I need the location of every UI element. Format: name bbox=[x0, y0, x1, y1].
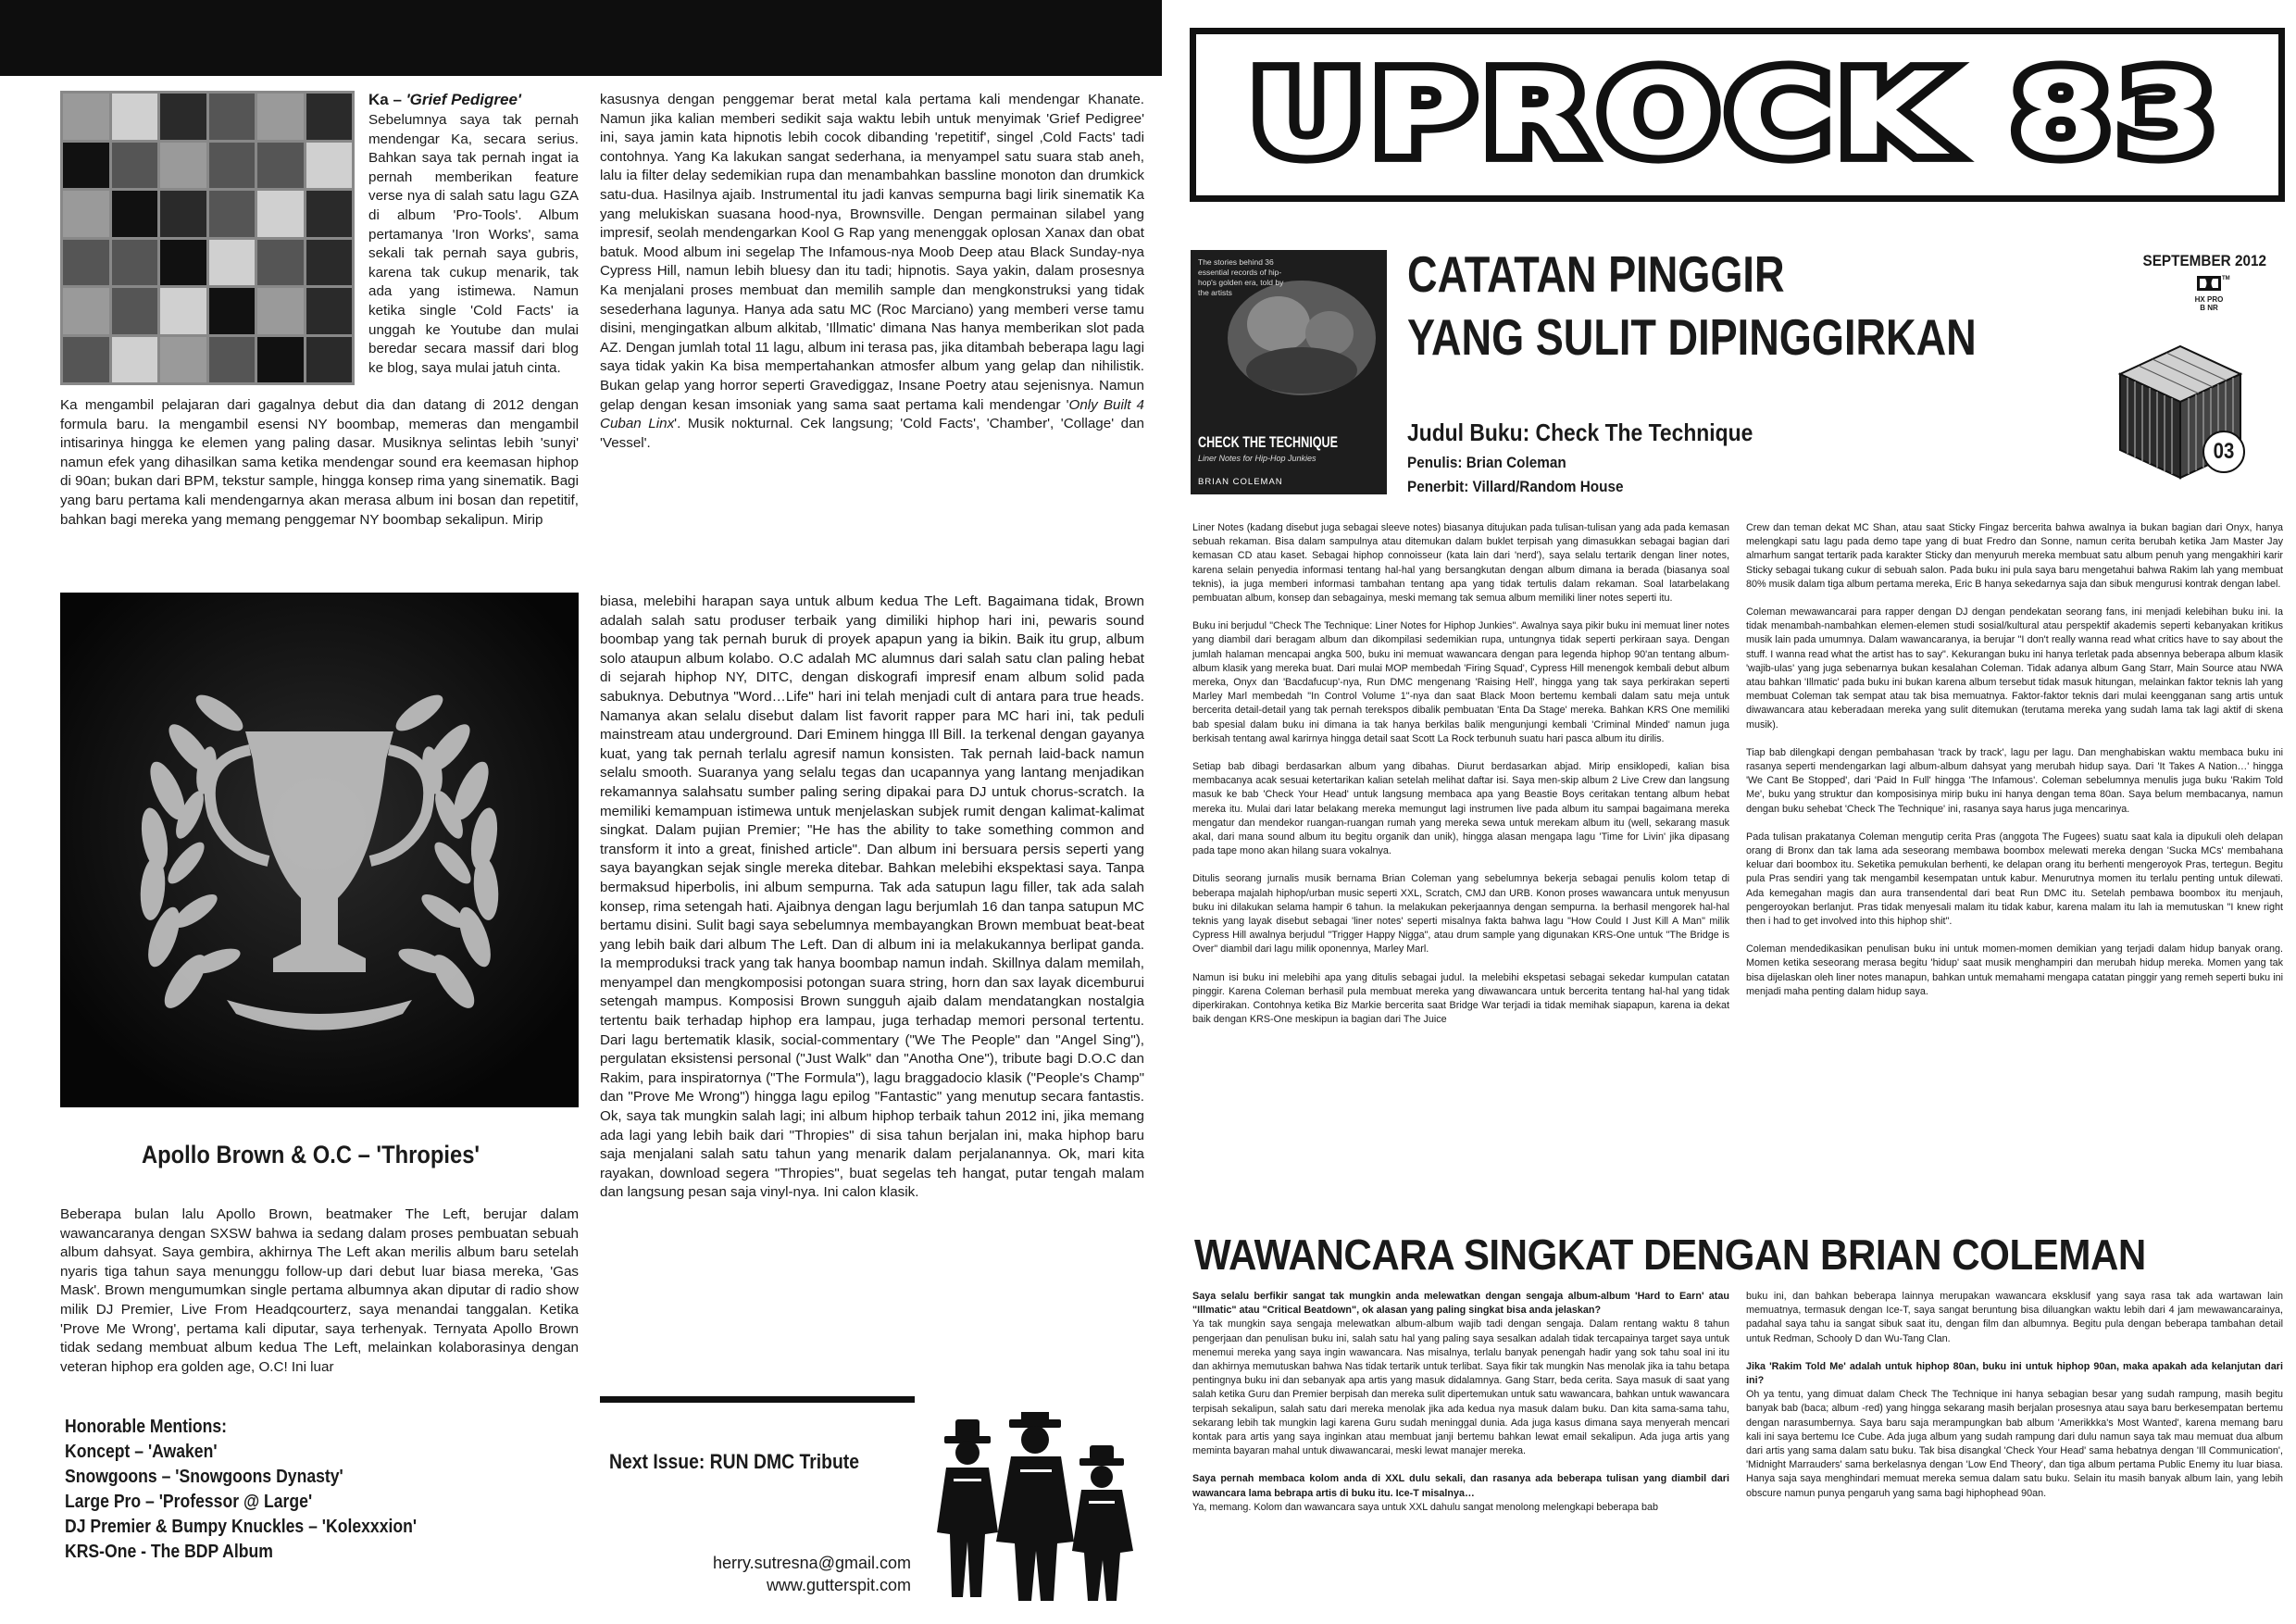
ka-review-title: Ka – 'Grief Pedigree' bbox=[368, 91, 521, 108]
top-black-bar bbox=[0, 0, 1162, 76]
honorable-item: Koncept – 'Awaken' bbox=[65, 1442, 218, 1462]
article-headline: CATATAN PINGGIR YANG SULIT DIPINGGIRKAN bbox=[1407, 245, 1977, 366]
book-cover-image bbox=[1191, 250, 1387, 494]
book-author: Penulis: Brian Coleman bbox=[1407, 454, 1566, 471]
run-dmc-silhouette-icon bbox=[926, 1412, 1143, 1602]
honorable-item: DJ Premier & Bumpy Knuckles – 'Kolexxxion' bbox=[65, 1517, 418, 1537]
issue-number: 03 bbox=[2213, 439, 2235, 464]
website-link[interactable]: www.gutterspit.com bbox=[766, 1576, 911, 1594]
book-cover-title: CHECK THE TECHNIQUE bbox=[1198, 433, 1338, 451]
honorable-item: Snowgoons – 'Snowgoons Dynasty' bbox=[65, 1467, 343, 1487]
interview-column-2: buku ini, dan bahkan beberapa lainnya merupakan wawancara eksklusif yang saya rasa tak ada wartawan lain memuatnya, termasuk dengan Ice-T, saya sangat beruntung bisa diluangkan waktu lebih dari 4 jam mewawancarainya, padahal saya tahu ia sangat sibuk saat itu, dengan film dan albumnya. Begitu pula dengan beberapa tambahan detail untuk Redman, Schooly D dan Wu-Tang Clan. Jika 'Rakim Told Me' adalah untuk hiphop 80an, buku ini untuk hiphop 90an, maka apakah ada kelanjutan dari ini? Oh ya tentu, yang dimuat dalam Check The Technique ini hanya sebagian besar yang sudah rampung, masih begitu banyak bab (baca; album -red) yang hingga sekarang masih berjalan prosesnya atau saya baru berkesempatan bertemu dengan narasumbernya. Saya baru saja merampungkan bab album 'Amerikkka's Most Wanted', karena memang baru kali ini saya bertemu Ice Cube. Ada juga album yang sudah rampung dari dulu namun saya tak mau memuat dua album dari artis yang sama dalam satu buku. Tak bisa disangkal 'Check Your Head' sama hebatnya dengan 'Ill Communication', 'Midnight Marrauders' sama berkelasnya dengan 'Low End Theory', dan tiga album pertama Public Enemy itu luar biasa. Hanya saja saya menghindari memuat mereka semua dalam satu buku. Selain itu masih banyak album lain, yang lebih obscure namun punya pengaruh yang sama bagi hiphophead 90an. bbox=[1746, 1291, 2283, 1499]
article-column-1: Liner Notes (kadang disebut juga sebagai sleeve notes) biasanya ditujukan pada tulisan-tulisan yang ada pada kemasan sebuah rekaman. Bisa dalam sampulnya atau ditemukan dalam buklet terpisah yang dimasukkan sebagai bagian dari kemasan CD atau kaset. Sebagai hiphop connoisseur (kata lain dari 'nerd'), saya selalu tertarik dengan liner notes, karena selain penyedia informasi tentang hal-hal yang bersangkutan dengan album dimana ia berada (biasanya soal teknis), ia juga memberi informasi tambahan tentang apa yang tidak tertulis dalam rekaman. Soal latarbelakang pembuatan album, konsep dan sebagainya, meski memang tak semua album memiliki liner notes seperti itu. Buku ini berjudul "Check The Technique: Liner Notes for Hiphop Junkies". Awalnya saya pikir buku ini memuat liner notes yang diambil dari beragam album dan dikompilasi sedemikian rupa, untungnya tidak seperti perkiraan saya. Dengan jumlah halaman mencapai angka 500, buku ini memuat wawancara dengan para legenda hiphop 90'an tentang album-album klasik yang mereka buat. Dari mulai MOP membedah 'Firing Squad', Cypress Hill menengok kembali debut album mereka, Onyx dan 'Bacdafucup'-nya, Run DMC mengenang 'Raising Hell', hingga yang tak saya perkirakan seperti Marley Marl membedah "In Control Volume 1"-nya dan saat Black Moon bertemu kembali dalam satu meja untuk bercerita detail-detail yang tak pernah terekspos dibalik pembuatan 'Enta Da Stage' mereka. Bahkan KRS One memiliki bab spesial dalam buku ini dimana ia tak hanya berkilas balik mengunjungi kembali 'Criminal Minded' namun juga berkisah tentang awal karirnya hingga detail saat Scott La Rock terbunuh suatu hari pasca album itu dirilis. Setiap bab dibagi berdasarkan album yang dibahas. Diurut berdasarkan abjad. Mirip ensiklopedi, kalian bisa membacanya acak sesuai ketertarikan kalian setelah melihat daftar isi. Saya men-skip album 2 Live Crew dan langsung masuk ke bab 'Check Your Head' untuk langsung membaca apa yang Beastie Boys ceritakan tentang album hebat mereka itu. Mulai dari latar belakang mereka memungut lagi instrumen live pada album itu sampai bagaimana mereka mengatur dan mendekor ruangan-ruangan rumah yang mereka sewa untuk merekam album itu (well, sekarang masuk akal, dari mana sound album itu begitu organik dan unik), hingga alasan mengapa lagu 'Time for Livin' jika dipasang pada tape mono akan hilang suara vokalnya. Ditulis seorang jurnalis musik bernama Brian Coleman yang sebelumnya bekerja sebagai penulis kolom tetap di beberapa majalah hiphop/urban music seperti XXL, Scratch, CMJ dan URB. Konon proses wawancara untuk menyusun buku ini dilakukan selama hampir 6 tahun. Ia melakukan pekerjaannya dengan sempurna. Ia berhasil mengorek hal-hal teknis yang layak disebut sebagai 'liner notes' seperti misalnya fakta bahwa lagu "How Could I Just Kill A Man" milik Cypress Hill awalnya berjudul "Trigger Happy Nigga", atau drum sample yang digunakan KRS-One untuk "The Bridge is Over" diambil dari lagu milik oponennya, Marley Marl. Namun isi buku ini melebihi apa yang ditulis sebagai judul. Ia melebihi ekspetasi sebagai sekedar kumpulan catatan pinggir. Karena Coleman berhasil pula membuat mereka yang diwawancara untuk bercerita tentang hal-hal yang tidak diperkirakan. Contohnya ketika Biz Markie bercerita saat Bridge War terjadi ia tidak memihak siapapun, karena ia dekat baik dengan KRS-One meskipun ia bagian dari The Juice bbox=[1192, 522, 1729, 1026]
ka-right-column: kasusnya dengan penggemar berat metal kala pertama kali mendengar Khanate. Namun jika kalian memberi sedikit saja waktu lebih untuk menyimak 'Grief Pedigree' ini, saya jamin kata hipnotis lebih cocok dibanding 'repetitif', singel ‚Cold Facts' tadi contohnya. Yang Ka lakukan sangat sederhana, ia menyampel satu suara stab aneh, lalu ia filter delay sedemikian rupa dan menambahkan bassline monoton dan drumkick satu-dua. Hasilnya ajaib. Instrumental itu jadi kanvas sempurna bagi lirik sinematik Ka yang melukiskan suasana hood-nya, Brownsville. Dengan permainan silabel yang impresif, seolah mendengarkan Kool G Rap yang menenggak oplosan Xanax dan obat batuk. Mood album ini segelap The Infamous-nya Moob Deep atau Black Sunday-nya Cypress Hill, namun lebih bluesy dan itu tadi; hipnotis. Saya yakin, dalam prosesnya Ka menjalani proses membuat dan memilih sample dan mengkonstruksi yang tidak sesederhana lagunya. Hanya ada satu MC (Roc Marciano) yang memberi verse tamu disini, mengingatkan album alkitab, 'Illmatic' dimana Nas hanya memberikan slot pada AZ. Dengan jumlah total 11 lagu, album ini terasa pas, jika ditambah beberapa lagu lagi saya tidak yakin Ka bisa mempertahankan atmosfer album yang gelap dan nihilistik. Bukan gelap yang horror seperti Gravediggaz, Insane Poetry atau sejenisnya. Namun gelap dengan kesan imsoniak yang sama saat pertama kali mendengar 'Only Built 4 Cuban Linx'. Musik nokturnal. Cek langsung; 'Cold Facts', 'Chamber', 'Collage' dan 'Vessel'. bbox=[600, 92, 1144, 451]
thropies-album-cover bbox=[60, 593, 579, 1107]
book-title: Judul Buku: Check The Technique bbox=[1407, 418, 1753, 446]
apollo-left-column: Beberapa bulan lalu Apollo Brown, beatmaker The Left, berujar dalam wawancaranya dengan SXSW bahwa ia sedang dalam proses pembuatan sebuah album dahsyat. Saya gembira, akhirnya The Left akan merilis album baru setelah nyaris tiga tahun saya menunggu follow-up dari debut luar biasa mereka, 'Gas Mask'. Brown mengumumkan single pertama albumnya akan diputar di radio show milik DJ Premier, Live From Headqcourterz, saya menandai tanggalan. Ketika 'Prove Me Wrong', pertama kali diputar, saya terhenyak. Ternyata Apollo Brown tidak sedang membuat album kedua The Left, melainkan kolaborasinya dengan veteran hiphop era golden age, O.C! Ini luar bbox=[60, 1206, 579, 1375]
honorable-item: KRS-One - The BDP Album bbox=[65, 1542, 273, 1562]
uprock-logo: UPROCK 83 bbox=[1250, 48, 2225, 181]
apollo-right-column: biasa, melebihi harapan saya untuk album kedua The Left. Bagaimana tidak, Brown adalah salah satu produser terbaik yang dimiliki hiphop hari ini, pewaris sound boombap yang tak pernah buruk di proyek apapun yang ia bikin. Baik itu grup, album solo ataupun album kolabo. O.C adalah MC alumnus dari salah satu clan paling hebat di sejarah hiphop NY, DITC, dengan diskografi impresif enam album solid pada sabuknya. Debutnya "Word…Life" hari ini telah menjadi cult di antara para true heads. Namanya akan selalu disebut dalam list favorit rapper para MC hari ini, tak peduli mainstream atau underground. Dari Eminem hingga Ill Bill. Ia terkenal dengan gayanya kuat, yang tak pernah terlalu agresif namun konsisten. Tak pernah laid-back namun selalu smooth. Suaranya yang selalu tegas dan ucapannya yang lantang menjadikan rekamannya salahsatu sumber paling sering dipakai para DJ untuk chorus-scratch. Ia memiliki kemampuan istimewa untuk menjelaskan subjek rumit dengan kalimat-kalimat singkat. Dalam pujian Premier; "He has the ability to take something common and transform it into a great, finished article". Dan album ini bersuara persis seperti yang saya bayangkan sejak single mereka ditebar. Bahkan melebihi ekspektasi saya. Tanpa bermaksud hiperbolis, ini album sempurna. Tak ada satupun lagu filler, tak ada salah konsep, rima setengah hati. Ajaibnya dengan lagu berjumlah 16 dan tanpa satupun MC bertamu disini. Sulit bagi saya sebelumnya membayangkan Brown membuat beat-beat yang lebih baik dari album The Left. Dan di album ini ia melakukannya berlipat ganda. Ia memproduksi track yang tak hanya boombap namun indah. Skillnya dalam memilah, menyampel dan mengkomposisi potongan suara string, horn dan sax layak dicemburui setengah mampus. Komposisi Brown sungguh ajaib dalam mendatangkan nostalgia tertentu baik terhadap hiphop era lampau, juga terhadap memori personal tertentu. Dari lagu bertematik klasik, social-commentary ("We The People" dan "Angel Sing"), pergulatan eksistensi personal ("Just Walk" dan "Anotha One"), tribute bagi D.O.C dan Rakim, para inspiratornya ("The Formula"), lagu braggadocio klasik ("People's Champ" dan "Prove Me Wrong") hingga lagu epilog "Fantastic" yang menutup secara fantastis. Ok, saya tak mungkin salah lagi; ini album hiphop terbaik tahun 2012 ini, jika memang ada lagi yang lebih baik dari "Thropies" di sisa tahun berjalan ini, maka hiphop baru saja menjalani salah satu tahun yang menarik dalam perjalanannya. Ok, mari kita rayakan, download segera "Thropies", buat segelas teh hangat, putar tengah malam dan langsung pesan saja vinyl-nya. Ini calon klasik. bbox=[600, 593, 1144, 1201]
ka-wide-column: Ka mengambil pelajaran dari gagalnya debut dia dan datang di 2012 dengan formula baru. Ia mengambil esensi NY boombap, memeras dan mengambil intisarinya hingga ke elemen yang paling dasar. Musiknya selintas lebih 'sunyi' namun efek yang dihasilkan sama ketika mendengar sound era keemasan hiphop di 90an; bukan dari BPM, tekstur sample, hingga konsep rima yang sinematik. Bagi yang baru pertama kali mendengarnya akan merasa album ini bosan dan repetitif, bahkan bagi mereka yang memang penggemar NY boombap sekalipun. Mirip bbox=[60, 397, 579, 528]
section-divider bbox=[600, 1396, 915, 1403]
book-blurb: The stories behind 36 essential records of hip-hop's golden era, told by the artists bbox=[1198, 257, 1284, 297]
email-link[interactable]: herry.sutresna@gmail.com bbox=[712, 1554, 911, 1572]
interview-title: WAWANCARA SINGKAT DENGAN BRIAN COLEMAN bbox=[1194, 1230, 2146, 1279]
record-crate-cube-icon bbox=[2111, 343, 2250, 481]
article-column-2: Crew dan teman dekat MC Shan, atau saat Sticky Fingaz bercerita bahwa awalnya ia bukan bagian dari Onyx, hanya melengkapi satu lagu pada demo tape yang di buat Fredro dan Sonne, namun cerita berubah ketika Jam Master Jay almarhum sangat tertarik pada karakter Sticky dan menyuruh mereka membuat satu album penuh yang mengakhiri karir Sticky sebagai tukang cukur di sebuah salon. Pada buku ini pula saya baru mengetahui bahwa Rakim lah yang membuat 80% musik dalam tiga album pertama mereka, Eric B hanya sekedarnya saja dan sibuk mengurusi kontrak dengan label. Coleman mewawancarai para rapper dengan DJ dengan pendekatan seorang fans, ini menjadi kelebihan buku ini. Ia tidak menambah-nambahkan elemen-elemen studi sosial/kultural atau perspektif akademis seperti kebanyakan kritikus musik lain pada umumnya. Dalam wawancaranya, ia berujar "I don't really wanna read what critics have to say about the stuff. I wanna read what the artist has to say". Kekurangan buku ini hanya terletak pada absennya beberapa album klasik 'wajib-ulas' yang juga sebenarnya bukan kesalahan Coleman. Tidak adanya album Gang Starr, Main Source atau NWA atau bahkan 'Illmatic' pada buku ini bukan karena album tersebut tidak masuk hitungan, melainkan faktor teknis lah yang membuat Coleman tak sempat atau tak bisa memuatnya. Faktor-faktor teknis dari mulai keengganan sang artis untuk diwawancara atau keberadaan mereka yang sulit ditemukan (terutama mereka yang sudah lama tak lagi aktif di skena musik). Tiap bab dilengkapi dengan pembahasan 'track by track', lagu per lagu. Dan menghabiskan waktu membaca buku ini rasanya seperti mendengarkan lagi album-album dahsyat yang merubah hidup saya. Dari 'It Takes A Nation…' hingga 'We Cant Be Stopped', dari 'Paid In Full' hingga 'The Infamous'. Coleman sebelumnya menulis juga buku 'Rakim Told Me', buku yang struktur dan komposisinya mirip buku ini hanya dengan tema 80an. Saya belum membacanya, namun dengan buku sehebat 'Check The Technique' ini, rasanya saya harus juga mencarinya. Pada tulisan prakatanya Coleman mengutip cerita Pras (anggota The Fugees) suatu saat kala ia dipukuli oleh delapan orang di Bronx dan tak lama ada seseorang membawa boombox melewati mereka dengan 'Sucka MCs' membahana keluar dari boombox itu. Seketika pemukulan berhenti, ke delapan orang itu berhenti mengeroyok Pras, tertegun. Begitu pula Pras sendiri yang tak mengambil kesempatan untuk kabur. Menurutnya momen itu terlalu penting untuk dilewati. Ada kemegahan magis dan aura transendental dari beat Run DMC itu. Setelah pembawa boombox itu menjauh, pengeroyokan berlanjut. Pras tidak menyesali malam itu tidak kabur, karena malam itu lah ia memutuskan "I knew right then i had to get involved into this hiphop shit". Coleman mendedikasikan penulisan buku ini untuk momen-momen demikian yang terjadi dalam hidup banyak orang. Momen ketika seseorang merasa begitu 'hidup' saat musik menghampiri dan merubah hidup mereka. Momen yang tak bisa dijelaskan oleh liner notes manapun, bahkan untuk memahami mengapa catatan pinggir yang remeh seperti buku ini menjadi maha penting dalam hidup saya. bbox=[1746, 522, 2283, 997]
honorable-heading: Honorable Mentions: bbox=[65, 1417, 228, 1437]
ka-album-collage bbox=[60, 91, 355, 385]
honorable-item: Large Pro – 'Professor @ Large' bbox=[65, 1492, 313, 1512]
ka-narrow-column: Sebelumnya saya tak pernah mendengar Ka, secara serius. Bahkan saya tak pernah ingat ia pernah memberikan feature verse nya di salah satu lagu GZA di album 'Pro-Tools'. Album pertamanya 'Iron Works', sama sekali tak pernah saya gubris, karena tak cukup menarik, tak ada yang istimewa. Namun ketika single 'Cold Facts' ia unggah ke Youtube dan mulai beredar secara massif dari blog ke blog, saya mulai jatuh cinta. bbox=[368, 112, 579, 376]
book-cover-author: BRIAN COLEMAN bbox=[1198, 477, 1283, 487]
trophy-laurel-icon bbox=[60, 593, 579, 1107]
dolby-badge: HX PRO B NR TM bbox=[2194, 276, 2230, 312]
interview-column-1: Saya selalu berfikir sangat tak mungkin anda melewatkan dengan sengaja album-album 'Hard to Earn' atau "Illmatic" atau "Critical Beatdown", ok alasan yang paling singkat bisa anda jelaskan? Ya tak mungkin saya sengaja melewatkan album-album wajib tadi dengan sengaja. Dalam rentang waktu 8 tahun pengerjaan dan penulisan buku ini, salah satu hal yang paling saya sesalkan adalah tidak tercapainya target saya untuk menemui mereka yang saya ingin wawancara. Nas misalnya, terlalu banyak penengah hadir yang sok tahu soal ini itu dan akhirnya memutuskan bahwa Nas tidak tertarik untuk terlibat. Saya fikir tak mungkin Nas menolak jika ia tahu betapa pentingnya buku ini dan sebanyak apa artis yang masuk didalamnya. Gang Starr, beda cerita. Saya masuk di saat yang salah ketika Guru dan Premier berpisah dan mereka sulit dipertemukan untuk satu wawancara, bahkan untuk wawancara terpisah sekalipun, salah satu dari mereka menolak jika ada kedua nya masuk dalam buku. Dan kita sama-sama tahu, sekarang lebih tak mungkin lagi karena Guru sudah meninggal dunia. Ada juga kasus dimana saya menyerah mencari kontak para artis yang saya inginkan atau membuat janji bertemu bahkan lewat email sekalipun. Ada juga artis yang meminta bayaran mahal untuk diwawancarai, meski lewat manajer mereka. Saya pernah membaca kolom anda di XXL dulu sekali, dan rasanya ada beberapa tulisan yang diambil dari wawancara lama bebrapa artis di buku itu. Ice-T misalnya… Ya, memang. Kolom dan wawancara saya untuk XXL dahulu sangat menolong melengkapi beberapa bab bbox=[1192, 1291, 1729, 1513]
book-publisher: Penerbit: Villard/Random House bbox=[1407, 478, 1624, 495]
uprock-logo-box bbox=[1190, 28, 2285, 202]
honorable-mentions bbox=[65, 1415, 417, 1565]
next-issue: Next Issue: RUN DMC Tribute bbox=[609, 1450, 860, 1473]
book-cover-subtitle: Liner Notes for Hip-Hop Junkies bbox=[1198, 454, 1316, 463]
dolby-icon bbox=[2197, 276, 2221, 291]
apollo-review-title: Apollo Brown & O.C – 'Thropies' bbox=[142, 1141, 480, 1168]
issue-date: SEPTEMBER 2012 bbox=[2142, 252, 2266, 269]
contact-info bbox=[609, 1552, 911, 1596]
